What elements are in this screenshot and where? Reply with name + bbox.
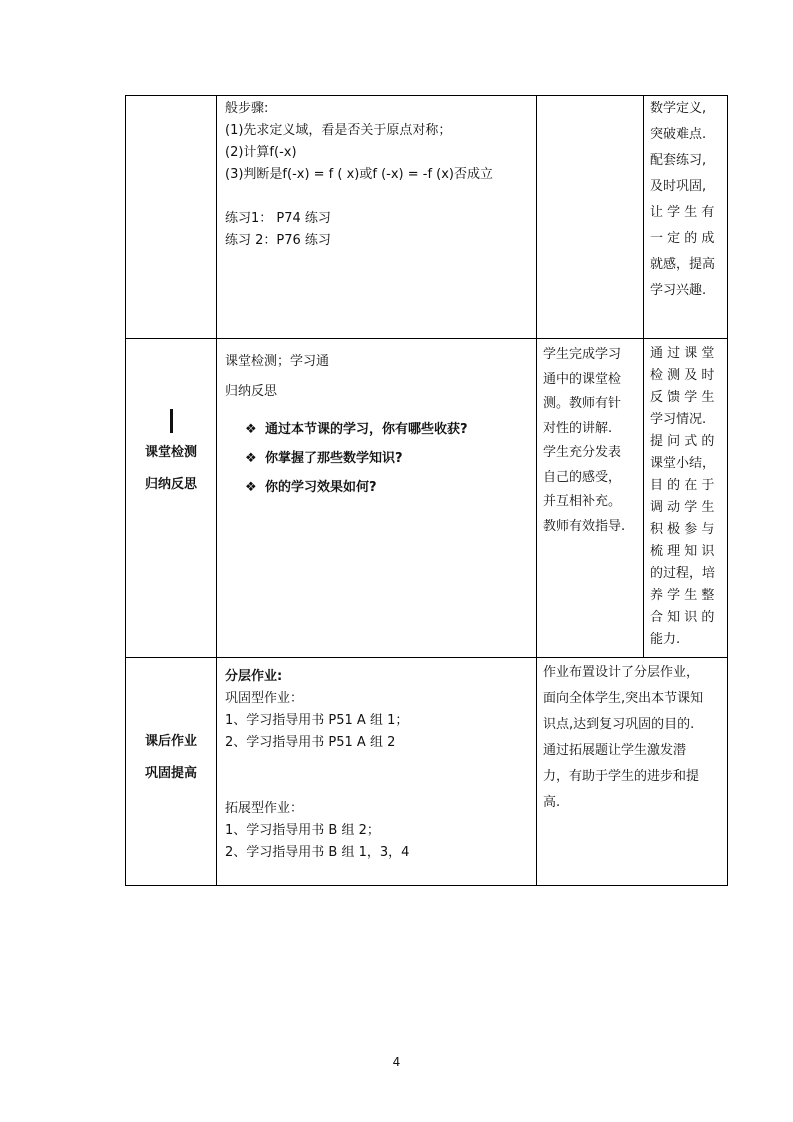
homework-subtitle: 巩固型作业： xyxy=(225,691,304,706)
intent-line: 合 知 识 的 xyxy=(650,610,715,625)
intent-line: 通过拓展题让学生激发潜 xyxy=(543,743,687,758)
content-cell xyxy=(217,339,537,658)
homework-item: 1、学习指导用书 B 组 2； xyxy=(225,823,380,838)
stage-label: 课后作业 xyxy=(144,734,197,749)
intent-line: 学习兴趣. xyxy=(650,283,707,298)
homework-item: 2、学习指导用书 P51 A 组 2 xyxy=(225,735,396,750)
content-line: 课堂检测；学习通 xyxy=(225,354,330,369)
intent-line: 反 馈 学 生 xyxy=(650,390,715,405)
activity-line: 教师有效指导. xyxy=(543,518,626,534)
intent-line: 突破难点. xyxy=(650,127,707,142)
bar-mark xyxy=(170,409,173,433)
activity-line: 对性的讲解. xyxy=(543,420,613,436)
content-cell xyxy=(217,96,537,339)
homework-item: 2、学习指导用书 B 组 1，3，4 xyxy=(225,845,410,860)
intent-line: 作业布置设计了分层作业， xyxy=(543,665,700,680)
homework-title: 分层作业: xyxy=(225,669,283,684)
intent-line: 课堂小结， xyxy=(650,456,716,471)
content-cell xyxy=(217,658,537,886)
table-row xyxy=(126,339,728,658)
intent-line: 数学定义, xyxy=(650,101,707,116)
reflection-question: ❖ 通过本节课的学习，你有哪些收获? xyxy=(217,415,536,444)
intent-line: 就感，提高 xyxy=(650,257,716,272)
diamond-bullet-icon: ❖ xyxy=(245,422,257,437)
activity-line: 并互相补充。 xyxy=(543,494,622,509)
activity-line: 通中的课堂检 xyxy=(543,371,622,387)
intent-line: 养 学 生 整 xyxy=(650,588,715,603)
intent-line: 积 极 参 与 xyxy=(650,522,715,537)
step-line: (1)先求定义域，看是否关于原点对称； xyxy=(225,123,452,138)
step-line: 般步骤: xyxy=(225,101,269,116)
exercise-line: 练习1： P74 练习 xyxy=(225,211,331,226)
step-line: (3)判断是f(-x) = f ( x)或f (-x) = -f (x)否成立 xyxy=(225,167,493,182)
intent-line: 的过程，培 xyxy=(650,566,716,581)
diamond-bullet-icon: ❖ xyxy=(245,451,257,466)
activity-line: 学生充分发表 xyxy=(543,445,622,460)
diamond-bullet-icon: ❖ xyxy=(245,480,257,495)
intent-line: 通 过 课 堂 xyxy=(650,346,715,361)
homework-subtitle: 拓展型作业： xyxy=(225,801,304,816)
intent-cell-merged xyxy=(537,658,728,886)
intent-line: 目 的 在 于 xyxy=(650,478,715,493)
homework-item: 1、学习指导用书 P51 A 组 1； xyxy=(225,713,409,728)
activity-line: 测。教师有针 xyxy=(543,396,622,411)
stage-cell xyxy=(126,339,217,658)
intent-line: 力，有助于学生的进步和提 xyxy=(543,769,700,784)
stage-label: 巩固提高 xyxy=(144,766,197,781)
page-number: 4 xyxy=(392,1055,401,1069)
stage-label: 归纳反思 xyxy=(144,477,197,492)
content-line: 归纳反思 xyxy=(225,384,278,399)
intent-line: 能力. xyxy=(650,632,681,647)
table-row xyxy=(126,658,728,886)
step-line: (2)计算f(-x) xyxy=(225,145,297,160)
stage-label: 课堂检测 xyxy=(144,445,197,460)
intent-line: 让 学 生 有 xyxy=(650,205,715,220)
intent-line: 检 测 及 时 xyxy=(650,368,715,383)
activity-line: 自己的感受， xyxy=(543,469,622,485)
stage-cell-empty xyxy=(126,96,217,339)
table-row xyxy=(126,96,728,339)
activity-line: 学生完成学习 xyxy=(543,347,622,362)
intent-cell xyxy=(644,339,728,658)
intent-cell xyxy=(644,96,728,339)
reflection-question: ❖ 你的学习效果如何? xyxy=(217,473,536,502)
reflection-question: ❖ 你掌握了那些数学知识? xyxy=(217,444,536,473)
exercise-line: 练习 2：P76 练习 xyxy=(225,233,331,248)
intent-line: 学习情况. xyxy=(650,412,707,427)
intent-line: 提 问 式 的 xyxy=(650,434,715,449)
intent-line: 高. xyxy=(543,795,561,810)
stage-cell xyxy=(126,658,217,886)
intent-line: 及时巩固, xyxy=(650,179,707,194)
activity-cell xyxy=(537,339,644,658)
intent-line: 面向全体学生,突出本节课知 xyxy=(543,691,704,706)
intent-line: 识点,达到复习巩固的目的. xyxy=(543,717,695,732)
intent-line: 一 定 的 成 xyxy=(650,231,715,246)
activity-cell-empty xyxy=(537,96,644,339)
intent-line: 梳 理 知 识 xyxy=(650,544,715,559)
intent-line: 调 动 学 生 xyxy=(650,500,715,515)
intent-line: 配套练习, xyxy=(650,153,707,168)
lesson-plan-table xyxy=(125,95,728,886)
